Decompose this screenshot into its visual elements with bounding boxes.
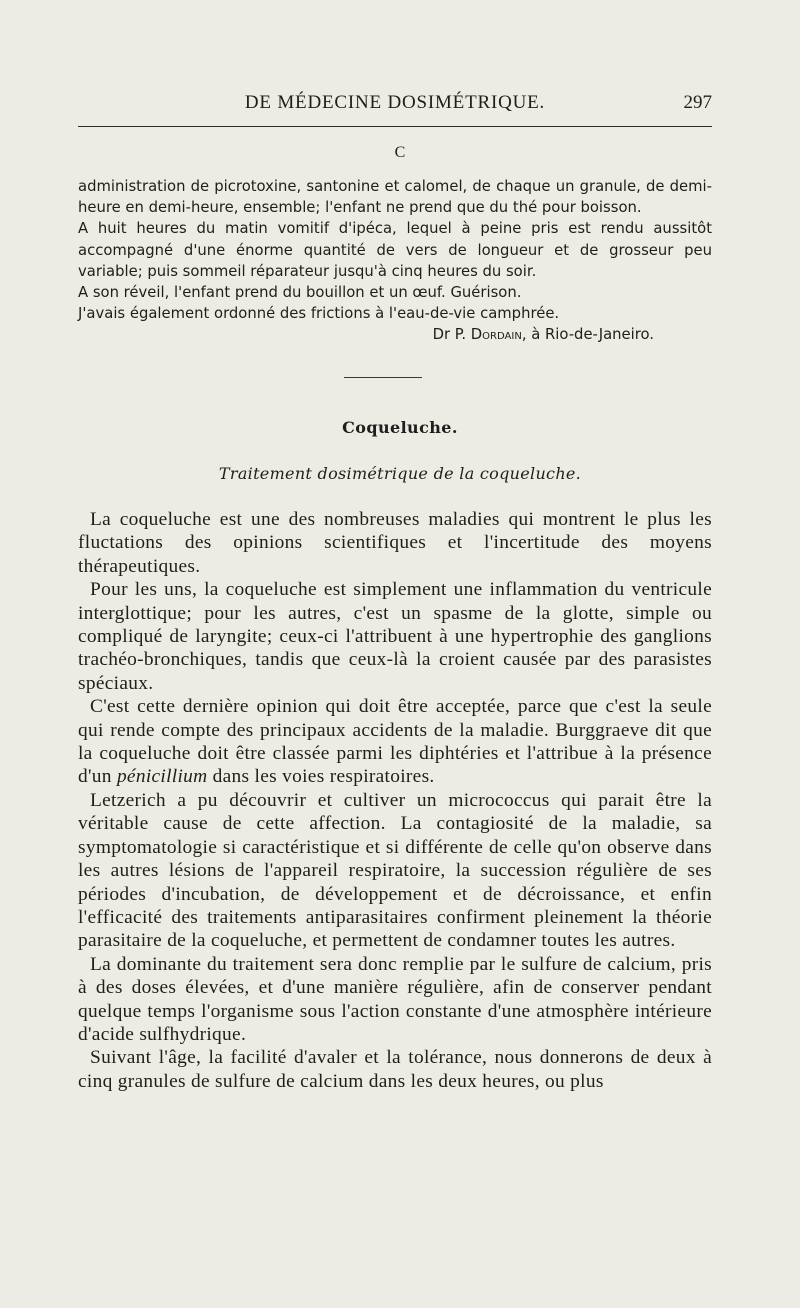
section-subtitle: Traitement dosimétrique de la coqueluche. — [218, 464, 582, 483]
running-title: DE MÉDECINE DOSIMÉTRIQUE. — [244, 92, 546, 113]
section-title: Coqueluche. — [342, 418, 458, 437]
paragraph-text: Suivant l'âge, la facilité d'avaler et la tolérance, nous donnerons de deux à cinq granules de sulfure de calcium dans les deux heures, ou plus — [78, 1047, 712, 1092]
paragraph-text: Letzerich a pu découvrir et cultiver un micrococcus qui parait être la véritable cause de cette affection. La contagiosité de la maladie, sa symptomatologie si caractéristique et si différente de celle qu'on observe dans les autres lésions de l'appareil respiratoire, la succession régulière de ses périodes d'incubation, de développement et de décroissance, et enfin l'efficacité des traitements antiparasitaires confirment pleinement la théorie parasitaire de la coqueluche, et permettent de condamner toutes les autres. — [78, 789, 712, 952]
author-name: P. Dordain — [454, 326, 522, 344]
paragraph-text: dans les voies respiratoires. — [207, 766, 435, 788]
paragraph-text: C'est cette dernière opinion qui doit être acceptée, parce que c'est la seule qui rende compte des principaux accidents de la maladie. Burggraeve dit que la coqueluche doit être classée parmi les diphtéries et l'attribue à la présence d'un — [78, 696, 712, 788]
signature-mark: C — [394, 144, 406, 161]
body-paragraph — [78, 578, 712, 695]
italic-term: pénicillium — [116, 766, 208, 788]
previous-paragraph: administration de picrotoxine, santonine et calomel, de chaque un granule, de demi-heure en demi-heure, ensemble; l'enfant ne prend que du thé pour boisson. — [78, 178, 712, 217]
previous-article — [78, 176, 712, 346]
body-paragraph — [78, 789, 712, 953]
body-paragraph — [78, 508, 712, 578]
body-paragraph — [78, 953, 712, 1047]
header-rule — [78, 126, 712, 127]
previous-paragraph: A huit heures du matin vomitif d'ipéca, lequel à peine pris est rendu aussitôt accompagné d'une énorme quantité de vers de longueur et de grosseur peu variable; puis sommeil réparateur jusqu'à cinq heures du soir. — [78, 220, 712, 280]
previous-paragraph: J'avais également ordonné des frictions à l'eau-de-vie camphrée. — [78, 305, 560, 323]
author-title: Dr — [432, 326, 451, 344]
author-place: , à Rio-de-Janeiro. — [521, 326, 654, 344]
page-number: 297 — [683, 92, 712, 113]
paragraph-text: Pour les uns, la coqueluche est simplement une inflammation du ventricule interglottique; pour les autres, c'est un spasme de la glotte, simple ou compliqué de laryngite; ceux-ci l'attribuent à une hypertrophie des ganglions trachéo-bronchiques, tandis que ceux-là la croient causée par des parasistes spéciaux. — [78, 579, 712, 694]
section-separator — [344, 377, 422, 378]
paragraph-text: La coqueluche est une des nombreuses maladies qui montrent le plus les fluctations des opinions scientifiques et l'incertitude des moyens thérapeutiques. — [78, 509, 712, 577]
paragraph-text: La dominante du traitement sera donc remplie par le sulfure de calcium, pris à des doses élevées, et d'une manière régulière, afin de conserver pendant quelque temps l'organisme sous l'action constante d'une atmosphère intérieure d'acide sulfhydrique. — [78, 953, 712, 1045]
body-paragraph — [78, 1046, 712, 1093]
article-body — [78, 508, 712, 1093]
author-signature — [78, 324, 712, 345]
previous-paragraph: A son réveil, l'enfant prend du bouillon et un œuf. Guérison. — [78, 284, 522, 302]
running-head — [78, 92, 712, 122]
body-paragraph — [78, 695, 712, 789]
